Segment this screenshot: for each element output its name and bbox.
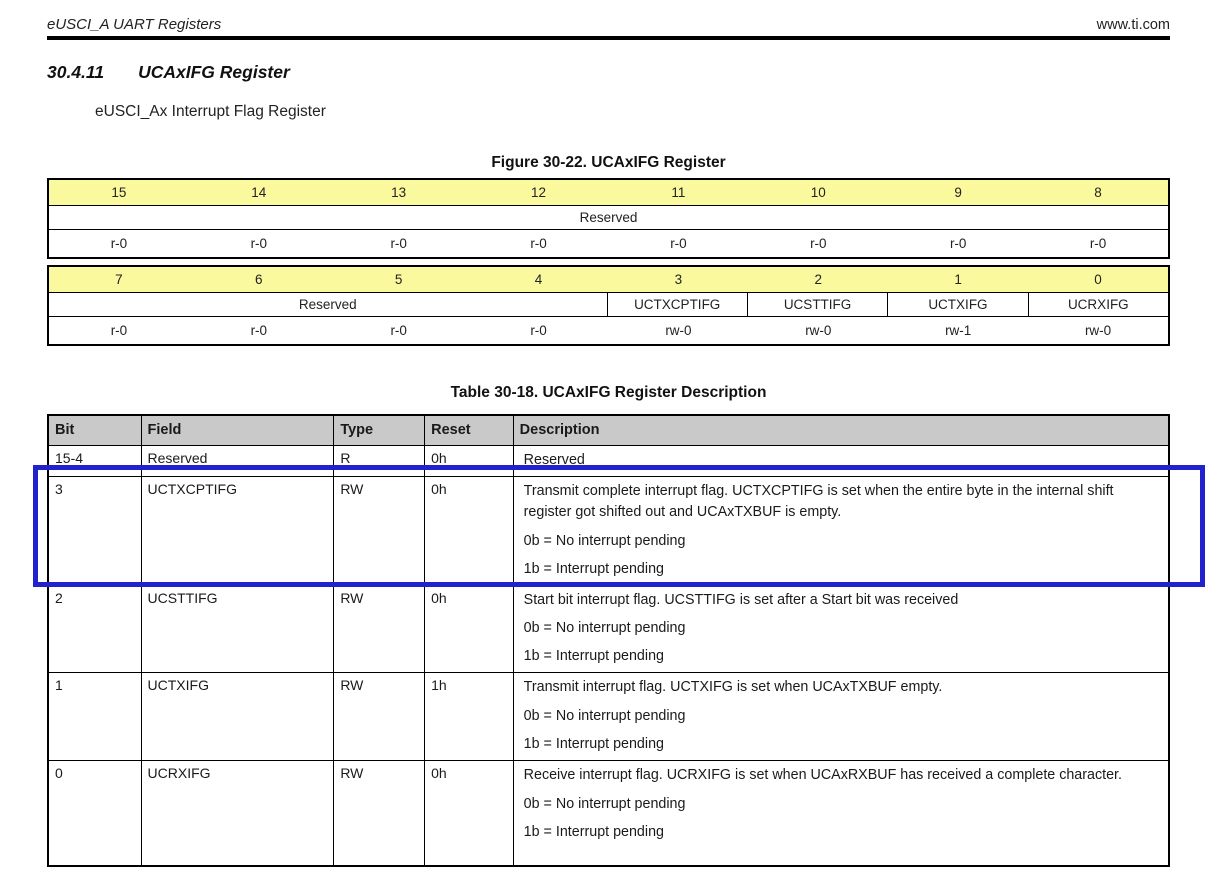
cell-field: UCSTTIFG — [141, 585, 334, 673]
field-name-cell: UCTXIFG — [887, 293, 1027, 316]
table-title: Table 30-18. UCAxIFG Register Description — [450, 384, 767, 401]
column-header-reset: Reset — [425, 415, 514, 445]
column-header-bit: Bit — [48, 415, 141, 445]
cell-reset: 1h — [425, 673, 514, 761]
access-cell: r-0 — [530, 323, 547, 338]
cell-field: UCRXIFG — [141, 761, 334, 866]
table-row-bit-0 — [48, 761, 1169, 866]
cell-type: RW — [334, 477, 425, 585]
field-name-cell: Reserved — [298, 297, 357, 312]
cell-reset: 0h — [425, 445, 514, 477]
register-field-name-row — [49, 292, 1168, 316]
bit-number-cell: 8 — [1094, 185, 1102, 200]
access-cell: r-0 — [530, 236, 547, 251]
description-value: 0b = No interrupt pending — [523, 795, 686, 812]
cell-type: RW — [334, 673, 425, 761]
description-text: Transmit interrupt flag. UCTXIFG is set when UCAxTXBUF empty. — [523, 679, 943, 696]
cell-description — [513, 585, 1169, 673]
cell-description — [513, 673, 1169, 761]
cell-description — [513, 445, 1169, 477]
bit-number-cell: 14 — [251, 185, 267, 200]
bit-number-cell: 6 — [255, 272, 263, 287]
description-value: 1b = Interrupt pending — [523, 648, 664, 665]
cell-field: Reserved — [141, 445, 334, 477]
description-value: 0b = No interrupt pending — [523, 532, 686, 549]
register-bit-number-row — [49, 267, 1168, 292]
cell-field: UCTXIFG — [141, 673, 334, 761]
access-cell: r-0 — [810, 236, 827, 251]
bit-number-cell: 13 — [391, 185, 407, 200]
access-cell: r-0 — [1089, 236, 1107, 251]
cell-reset: 0h — [425, 585, 514, 673]
header-rule — [47, 36, 1170, 40]
bit-number-cell: 9 — [954, 185, 962, 200]
bit-number-cell: 4 — [534, 272, 543, 287]
register-block — [47, 265, 1170, 346]
bit-number-cell: 0 — [1094, 272, 1102, 287]
cell-bit: 2 — [48, 585, 141, 673]
section-title — [47, 62, 1170, 83]
access-cell: rw-0 — [1084, 323, 1112, 338]
cell-reset: 0h — [425, 477, 514, 585]
cell-bit: 15-4 — [48, 445, 141, 477]
access-cell: r-0 — [250, 323, 268, 338]
running-header-right: www.ti.com — [1096, 17, 1170, 33]
description-table — [47, 414, 1170, 867]
description-text: Start bit interrupt flag. UCSTTIFG is set after a Start bit was received — [523, 591, 959, 608]
access-cell: r-0 — [110, 236, 128, 251]
bit-number-cell: 5 — [394, 272, 403, 287]
cell-reset: 0h — [425, 761, 514, 866]
section-name: UCAxIFG Register — [138, 62, 290, 82]
cell-type: R — [334, 445, 425, 477]
description-text: Receive interrupt flag. UCRXIFG is set when UCAxRXBUF has received a complete character. — [523, 767, 1122, 784]
table-row-bit-1 — [48, 673, 1169, 761]
description-value: 1b = Interrupt pending — [523, 823, 664, 840]
register-access-row — [49, 316, 1168, 344]
bit-number-cell: 15 — [111, 185, 127, 200]
cell-description — [513, 477, 1169, 585]
cell-bit: 3 — [48, 477, 141, 585]
cell-bit: 1 — [48, 673, 141, 761]
description-text: Transmit complete interrupt flag. UCTXCPTIFG is set when the entire byte in the internal shift register got shifted out and UCAxTXBUF is empty. — [523, 483, 1114, 520]
description-value: 0b = No interrupt pending — [523, 708, 686, 725]
register-subtitle: eUSCI_Ax Interrupt Flag Register — [95, 103, 326, 120]
table-row-bit-3 — [48, 477, 1169, 585]
table-row-bit-15-4 — [48, 445, 1169, 477]
bit-number-cell: 11 — [671, 185, 686, 200]
description-table-body — [48, 445, 1169, 866]
bit-number-cell: 7 — [115, 272, 123, 287]
access-cell: r-0 — [949, 236, 967, 251]
field-name-cell: UCRXIFG — [1028, 293, 1168, 316]
field-name-cell: UCTXCPTIFG — [607, 293, 747, 316]
field-name-cell: Reserved — [579, 210, 638, 225]
register-figure — [47, 178, 1170, 346]
description-value: 1b = Interrupt pending — [523, 736, 664, 753]
access-cell: r-0 — [390, 323, 407, 338]
description-text: Reserved — [523, 451, 585, 468]
register-bit-number-row — [49, 180, 1168, 205]
access-cell: rw-0 — [665, 323, 692, 338]
bit-number-cell: 1 — [954, 272, 962, 287]
register-access-row — [49, 229, 1168, 257]
register-field-name-row — [49, 205, 1168, 229]
bit-number-cell: 3 — [674, 272, 683, 287]
access-cell: r-0 — [110, 323, 128, 338]
cell-description — [513, 761, 1169, 866]
column-header-field: Field — [141, 415, 334, 445]
figure-title: Figure 30-22. UCAxIFG Register — [491, 154, 726, 171]
register-block — [47, 178, 1170, 259]
running-header — [47, 16, 1170, 33]
description-value: 0b = No interrupt pending — [523, 620, 686, 637]
access-cell: rw-0 — [805, 323, 832, 338]
header-row — [48, 415, 1169, 445]
description-value: 1b = Interrupt pending — [523, 560, 664, 577]
section-number: 30.4.11 — [47, 62, 105, 82]
field-name-cell: UCSTTIFG — [747, 293, 887, 316]
access-cell: r-0 — [250, 236, 268, 251]
cell-field: UCTXCPTIFG — [141, 477, 334, 585]
description-table-head — [48, 415, 1169, 445]
access-cell: rw-1 — [945, 323, 972, 338]
column-header-type: Type — [334, 415, 425, 445]
bit-number-cell: 10 — [810, 185, 826, 200]
cell-bit: 0 — [48, 761, 141, 866]
access-cell: r-0 — [390, 236, 407, 251]
bit-number-cell: 2 — [814, 272, 823, 287]
table-row-bit-2 — [48, 585, 1169, 673]
column-header-description: Description — [513, 415, 1169, 445]
cell-type: RW — [334, 585, 425, 673]
cell-type: RW — [334, 761, 425, 866]
running-header-left: eUSCI_A UART Registers — [47, 16, 222, 33]
bit-number-cell: 12 — [531, 185, 547, 200]
access-cell: r-0 — [670, 236, 687, 251]
